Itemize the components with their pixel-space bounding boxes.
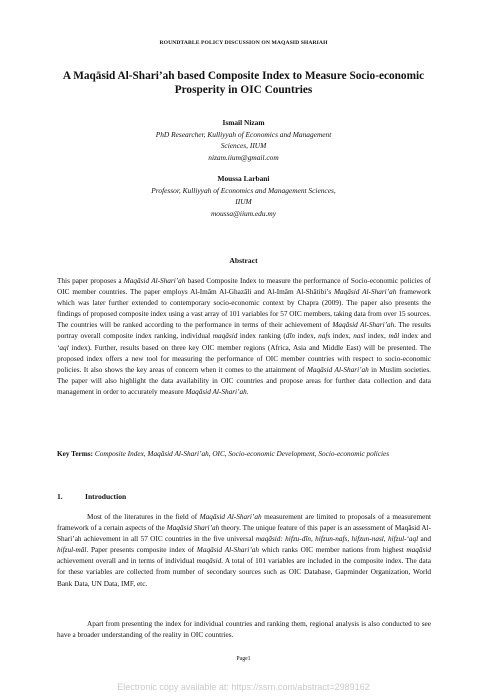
abstract-heading: Abstract (229, 256, 258, 265)
section-number: 1. (57, 492, 63, 501)
author-name: Ismail Nizam (222, 118, 265, 127)
abstract-body: This paper proposes a Maqāsid Al-Shari’ah based Composite Index to measure the performance of Socio-economic policies of OIC member countries. The paper employs Al-Imām Al-Ghazāli and Al-Imām Al-Shātibi’s Maqāsid Al-Shari’ah framework which was later further extended to contemporary socio-economic context by Chapra (2009). The paper also presents the findings of proposed composite index using a vast array of 101 variables for 57 OIC members, taking data from over 15 sources. The countries will be ranked according to the performance in terms of their achievement of Maqāsid Al-Shari’ah. The results portray overall composite index ranking, individual maqāsid index ranking (dīn index, nafs index, nasl index, māl index and ‘aql index). Further, results based on three key OIC member regions (Africa, Asia and Middle East) will be presented. The proposed index offers a new tool for measuring the performance of OIC member countries with respect to socio-economic policies. It also shows the key areas of concern when it comes to the attainment of Maqāsid Al-Shari’ah in Muslim societies. The paper will also highlight the data availability in OIC countries and propose areas for further data collection and data management in order to accurately measure Maqāsid Al-Shari’ah. (57, 277, 432, 396)
author-name: Moussa Larbani (217, 174, 270, 183)
key-terms (57, 449, 431, 460)
section-title: Introduction (85, 492, 127, 501)
author-block (55, 173, 432, 219)
intro-paragraph: Most of the literatures in the field of Maqāsid Al-Shari’ah measurement are limited to proposals of a measurement framework of a certain aspects of the Maqāsid Shari’ah theory. The unique feature of this paper is an assessment of Maqāsid Al-Shari’ah achievement in all 57 OIC countries in the five universal maqāsid: hifzu-dīn, hifzun-nafs, hifzun-nasl, hifzul-‘aql and hifzul-māl. Paper presents composite index of Maqāsid Al-Shari’ah which ranks OIC member nations from highest maqāsid achievement overall and in terms of individual maqāsid. A total of 101 variables are included in the composite index. The data for these variables are collected from number of secondary sources such as OIC Database, Gapminder Organization, World Bank Data, UN Data, IMF, etc. (57, 513, 432, 588)
key-terms-label: Key Terms: (57, 450, 94, 458)
author-affiliation: Professor, Kulliyyah of Economics and Management Sciences, IIUM (151, 185, 336, 207)
author-email[interactable]: moussa@iium.edu.my (210, 208, 277, 218)
author-block (55, 117, 432, 163)
key-terms-value: Composite Index, Maqāsid Al-Shari’ah, OIC, Socio-economic Development, Socio-economic policies (94, 450, 390, 458)
ssrn-watermark: Electronic copy available at: https://ssrn.com/abstract=2989162 (117, 682, 370, 692)
page-number: Page1 (236, 656, 251, 662)
section-heading (57, 492, 126, 501)
paper-title: A Maqāsid Al-Shari’ah based Composite Index to Measure Socio-economic Prosperity in OIC Countries (62, 70, 425, 96)
author-affiliation: PhD Researcher, Kulliyyah of Economics and Management Sciences, IIUM (155, 129, 332, 151)
author-email[interactable]: nizam.iium@gmail.com (208, 152, 279, 162)
intro-paragraph: Apart from presenting the index for individual countries and ranking them, regional analysis is also conducted to see have a broader understanding of the reality in OIC countries. (57, 620, 431, 640)
running-head: ROUNDTABLE POLICY DISCUSSION ON MAQASID SHARIAH (159, 40, 328, 46)
